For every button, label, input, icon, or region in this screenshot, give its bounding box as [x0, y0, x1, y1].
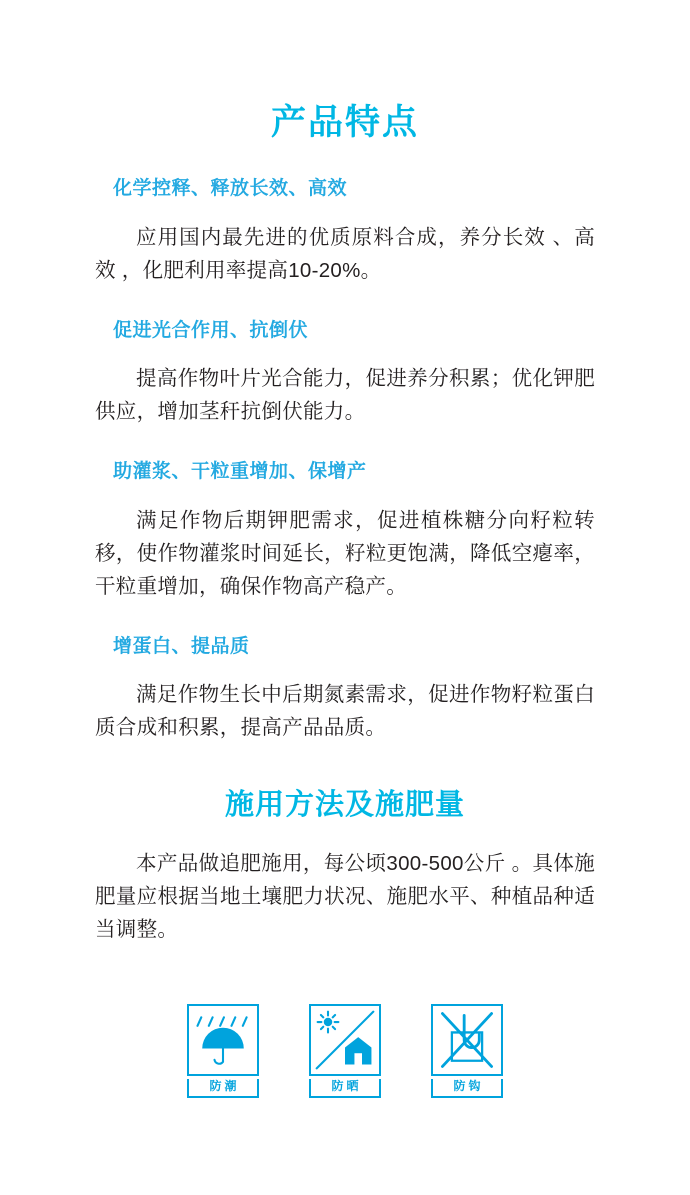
page-title-product-features: 产品特点 — [270, 103, 419, 142]
storage-icon-label-moisture: 防潮 — [187, 1079, 259, 1098]
feature-body-3: 满足作物后期钾肥需求，促进植株糖分向籽粒转移，使作物灌浆时间延长，籽粒更饱满，降低空瘪率，干粒重增加，确保作物高产稳产。 — [95, 508, 595, 598]
feature-item-2 — [95, 315, 595, 429]
sun-proof-icon — [309, 1004, 381, 1076]
storage-icon-row — [0, 1004, 690, 1098]
feature-heading-4: 增蛋白、提品质 — [113, 635, 250, 657]
storage-icon-label-sun: 防晒 — [309, 1079, 381, 1098]
storage-icon-card-sun — [305, 1004, 385, 1098]
feature-item-1 — [95, 173, 595, 287]
feature-body-4: 满足作物生长中后期氮素需求，促进作物籽粒蛋白质合成和积累，提高产品品质。 — [95, 683, 595, 739]
feature-body-1: 应用国内最先进的优质原料合成，养分长效 、高效 ，化肥利用率提高10-20%。 — [95, 225, 595, 282]
page-title-usage: 施用方法及施肥量 — [224, 789, 465, 821]
storage-icon-card-moisture — [183, 1004, 263, 1098]
feature-item-4 — [95, 631, 595, 745]
usage-block — [95, 847, 595, 946]
usage-body: 本产品做追肥施用，每公顷300-500公斤 。具体施肥量应根据当地土壤肥力状况、施肥水平、种植品种适当调整。 — [95, 852, 595, 942]
feature-heading-3: 助灌浆、干粒重增加、保增产 — [113, 461, 367, 482]
storage-icon-card-hook — [427, 1004, 507, 1098]
product-detail-page — [0, 95, 690, 1195]
feature-heading-1: 化学控释、释放长效、高效 — [113, 178, 348, 199]
no-hook-icon — [431, 1004, 503, 1076]
feature-heading-2: 促进光合作用、抗倒伏 — [113, 319, 309, 341]
moisture-proof-icon — [187, 1004, 259, 1076]
feature-body-2: 提高作物叶片光合能力，促进养分积累；优化钾肥供应，增加茎秆抗倒伏能力。 — [95, 367, 595, 423]
storage-icon-label-hook: 防钩 — [431, 1079, 503, 1098]
feature-item-3 — [95, 456, 595, 603]
